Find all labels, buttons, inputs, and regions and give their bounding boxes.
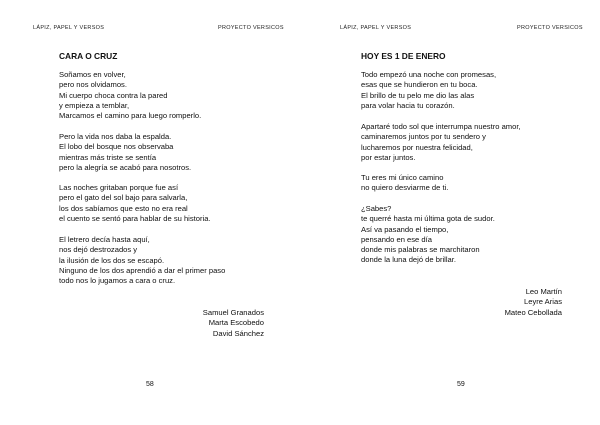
verse-line: mientras más triste se sentía <box>59 152 157 162</box>
verse-line: todo nos lo jugamos a cara o cruz. <box>59 276 176 286</box>
author-name: Marta Escobedo <box>208 318 264 328</box>
verse-line: Así va pasando el tiempo, <box>361 224 449 234</box>
right-page <box>300 0 600 425</box>
verse-line: pero nos olvidamos. <box>59 80 127 90</box>
verse-line: lucharemos por nuestra felicidad, <box>361 142 473 152</box>
verse-line: Mi cuerpo choca contra la pared <box>59 90 168 100</box>
verse-line: la ilusión de los dos se escapó. <box>59 255 165 265</box>
header-project: PROYECTO VERSICOS <box>218 25 284 31</box>
verse-line: Apartaré todo sol que interrumpa nuestro amor, <box>361 122 521 131</box>
stanza-2 <box>361 122 521 163</box>
verse-line: El lobo del bosque nos observaba <box>59 142 174 152</box>
poem-authors <box>505 287 562 318</box>
verse-line: te querré hasta mi última gota de sudor. <box>361 214 495 224</box>
verse-line: ¿Sabes? <box>361 204 392 213</box>
page-number: 59 <box>457 381 465 388</box>
verse-line: pero el gato del sol bajo para salvarla, <box>59 193 188 203</box>
author-name: Samuel Granados <box>202 308 264 317</box>
author-name: David Sánchez <box>212 328 264 338</box>
verse-line: por estar juntos. <box>361 152 416 162</box>
verse-line: El brillo de tu pelo me dio las alas <box>361 90 475 100</box>
verse-line: Tu eres mi único camino <box>361 173 444 182</box>
verse-line: Ninguno de los dos aprendió a dar el primer paso <box>59 265 226 275</box>
poem-title: HOY ES 1 DE ENERO <box>361 51 446 61</box>
verse-line: pensando en ese día <box>361 234 432 244</box>
verse-line: caminaremos juntos por tu sendero y <box>361 132 486 142</box>
stanza-4 <box>59 235 225 286</box>
verse-line: para volar hacia tu corazón. <box>361 100 455 110</box>
page-number: 58 <box>146 381 154 388</box>
stanza-1 <box>361 70 496 111</box>
stanza-4 <box>361 204 495 266</box>
verse-line: donde mis palabras se marchitaron <box>361 245 480 255</box>
author-name: Mateo Cebollada <box>504 307 562 317</box>
verse-line: los dos sabíamos que esto no era real <box>59 203 188 213</box>
verse-line: Pero la vida nos daba la espalda. <box>59 132 172 141</box>
header-book-title: LÁPIZ, PAPEL Y VERSOS <box>33 25 105 31</box>
stanza-2 <box>59 132 191 173</box>
author-name: Leo Martín <box>525 287 562 296</box>
poem-authors <box>203 308 264 339</box>
stanza-3 <box>361 173 448 194</box>
author-name: Leyre Arias <box>524 297 562 307</box>
verse-line: nos dejó destrozados y <box>59 245 138 255</box>
verse-line: Soñamos en volver, <box>59 70 126 79</box>
verse-line: Todo empezó una noche con promesas, <box>361 70 497 79</box>
header-project: PROYECTO VERSICOS <box>517 25 583 31</box>
stanza-1 <box>59 70 201 121</box>
verse-line: Las noches gritaban porque fue así <box>59 183 179 192</box>
verse-line: pero la alegría se acabó para nosotros. <box>59 162 192 172</box>
verse-line: y empieza a temblar, <box>59 100 130 110</box>
verse-line: Marcamos el camino para luego romperlo. <box>59 111 202 121</box>
stanza-3 <box>59 183 211 224</box>
verse-line: donde la luna dejó de brillar. <box>361 255 456 265</box>
header-book-title: LÁPIZ, PAPEL Y VERSOS <box>340 25 412 31</box>
poem-title: CARA O CRUZ <box>59 51 118 61</box>
verse-line: no quiero desviarme de ti. <box>361 183 449 193</box>
verse-line: esas que se hundieron en tu boca. <box>361 80 478 90</box>
verse-line: el cuento se sentó para hablar de su historia. <box>59 213 211 223</box>
verse-line: El letrero decía hasta aquí, <box>59 235 150 244</box>
